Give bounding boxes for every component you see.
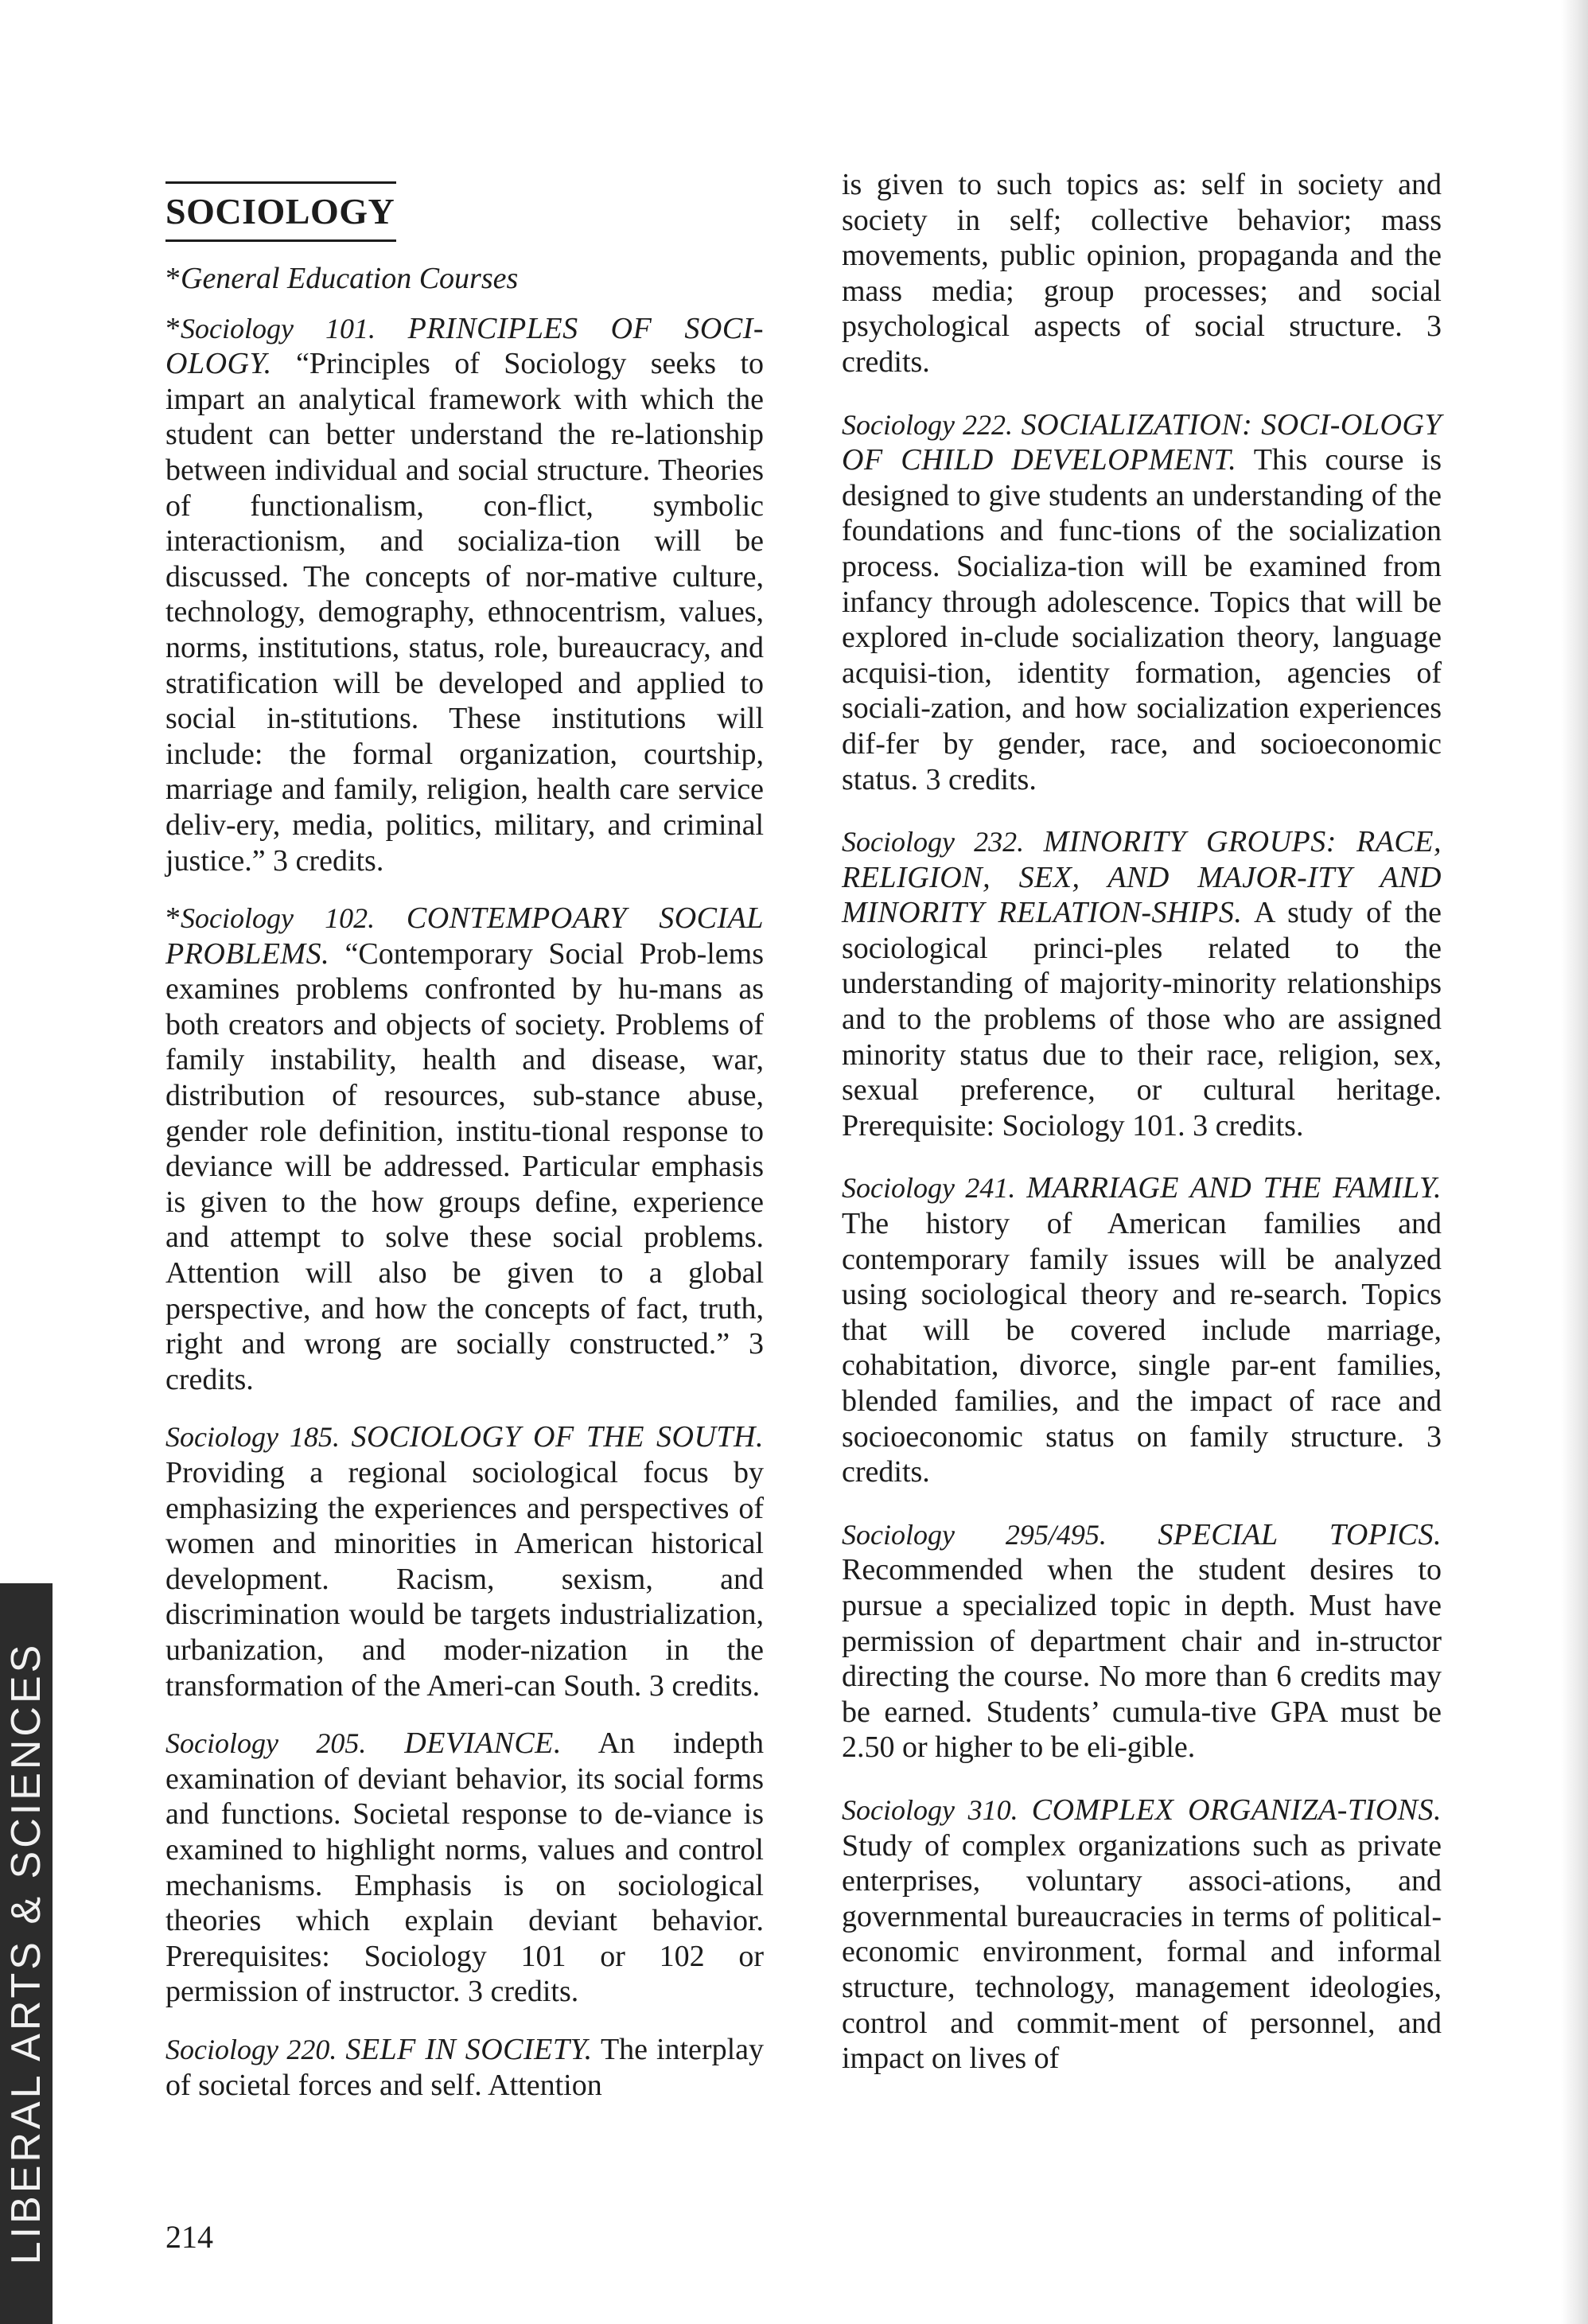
page-edge-shadow — [1561, 0, 1588, 2324]
course-number: Sociology 310. — [842, 1793, 1018, 1826]
title-top-rule — [165, 181, 396, 184]
asterisk: * — [165, 311, 181, 345]
side-tab-label: LIBERAL ARTS & SCIENCES — [3, 1641, 49, 2265]
course-description: An indepth examination of deviant behavior, its social forms and functions. Societal response to de-viance is examined to highlight norms, values and control mechanisms. Emphasis is on sociological theories which explain deviant behavior. Prerequisites: Sociology 101 or 102 or permission of instructor. 3 credits. — [165, 1726, 764, 2009]
course-number: Sociology 102. — [181, 902, 376, 935]
course-title: COMPLEX ORGANIZA-TIONS. — [1031, 1793, 1442, 1827]
course-number: Sociology 205. — [165, 1727, 367, 1760]
course-number: Sociology 222. — [842, 408, 1014, 441]
section-title: SOCIOLOGY — [165, 191, 395, 232]
course-title: CONTEMPOARY SOCIAL PROBLEMS. — [165, 901, 764, 971]
right-column — [842, 167, 1442, 2104]
course-title: MARRIAGE AND THE FAMILY. — [1026, 1171, 1442, 1205]
course-number: Sociology 220. — [165, 2033, 337, 2065]
course-description: The history of American families and contemporary family issues will be analyzed using sociological theory and re-search. Topics that will be covered include marriage, cohabitation, divorce, single par-ent families, blended families, and the impact of race and socioeconomic status on family structure. 3 credits. — [842, 1207, 1442, 1489]
course-entry-soc-205 — [165, 1726, 764, 2010]
course-entry-soc-101 — [165, 311, 764, 879]
course-description: This course is designed to give students an understanding of the foundations and func-tions of the socialization process. Socializa-tion will be examined from infancy through adolescence. Topics that will be explored in-clude socialization theory, language acquisi-tion, identity formation, agencies of sociali-zation, and how socialization experiences dif-fer by gender, race, and socioeconomic status. 3 credits. — [842, 443, 1442, 796]
course-description: Providing a regional sociological focus by emphasizing the experiences and perspectives of women and minorities in American historical development. Racism, sexism, and discrimination would be targets industrialization, urbanization, and moder-nization in the transformation of the Ameri-can South. 3 credits. — [165, 1456, 764, 1703]
course-title: MINORITY GROUPS: RACE, RELIGION, SEX, AND MAJOR-ITY AND MINORITY RELATION-SHIPS. — [842, 825, 1442, 930]
course-description-continued: is given to such topics as: self in society and society in self; collective behavior; mass movements, public opinion, propaganda and the mass media; group processes; and social psychological aspects of social structure. 3 credits. — [842, 168, 1442, 379]
course-title: SELF IN SOCIETY. — [345, 2032, 593, 2066]
page-number: 214 — [165, 2219, 213, 2255]
course-description: “Principles of Sociology seeks to impart an analytical framework with which the student can better understand the re-lationship between individual and social structure. Theories of functionalism, con-flict, symbolic interactionism, and socializa-tion will be discussed. The concepts of nor-mative culture, technology, demography, ethnocentrism, values, norms, institutions, status, role, bureaucracy, and stratification will be developed and applied to social in-stitutions. These institutions will include: the formal organization, courtship, marriage and family, religion, health care service deliv-ery, media, politics, military, and criminal justice.” 3 credits. — [165, 347, 765, 878]
course-number: Sociology 185. — [165, 1421, 340, 1454]
course-entry-soc-241 — [842, 1170, 1442, 1489]
course-description: A study of the sociological princi-ples related to the understanding of majority-minority relationships and to the problems of those who are assigned minority status due to their race, religion, sex, sexual preference, or cultural heritage. Prerequisite: Sociology 101. 3 credits. — [842, 896, 1442, 1143]
course-number: Sociology 295/495. — [842, 1518, 1107, 1551]
title-bottom-rule — [165, 239, 396, 242]
course-number: Sociology 101. — [181, 312, 376, 345]
general-education-subheading — [165, 261, 764, 297]
course-entry-soc-222 — [842, 407, 1442, 798]
course-description: Recommended when the student desires to pursue a specialized topic in depth. Must have permission of department chair and in-structor directing the course. No more than 6 credits may be earned. Students’ cumula-tive GPA must be 2.50 or higher to be eli-gible. — [842, 1553, 1442, 1765]
course-title: SPECIAL TOPICS. — [1158, 1517, 1442, 1551]
course-description: Study of complex organizations such as private enterprises, voluntary associ-ations, and governmental bureaucracies in terms of political-economic environment, formal and informal structure, technology, management ideologies, control and commit-ment of personnel, and impact on lives of — [842, 1828, 1442, 2076]
course-entry-soc-102 — [165, 901, 764, 1397]
course-title: DEVIANCE. — [404, 1726, 562, 1761]
course-title: SOCIALIZATION: SOCI-OLOGY OF CHILD DEVELOPMENT. — [842, 407, 1442, 477]
course-entry-soc-220-continued — [842, 167, 1442, 380]
asterisk: * — [165, 901, 181, 936]
subheading-text: General Education Courses — [181, 262, 519, 295]
course-title: PRINCIPLES OF SOCI-OLOGY. — [165, 311, 765, 381]
course-entry-soc-232 — [842, 824, 1442, 1143]
course-description: “Contemporary Social Prob-lems examines problems confronted by hu-mans as both creators and objects of society. Problems of family instability, health and disease, war, distribution of resources, sub-stance abuse, gender role definition, institu-tional response to deviance will be addressed. Particular emphasis is given to the how groups define, experience and attempt to solve these social problems. Attention will also be given to a global perspective, and how the concepts of fact, truth, right and wrong are socially constructed.” 3 credits. — [165, 936, 764, 1396]
course-number: Sociology 232. — [842, 826, 1025, 858]
course-entry-soc-295-495 — [842, 1517, 1442, 1765]
course-entry-soc-310 — [842, 1793, 1442, 2077]
course-description: The interplay of societal forces and self. Attention — [165, 2032, 765, 2102]
course-number: Sociology 241. — [842, 1172, 1016, 1205]
left-column — [165, 181, 764, 2125]
course-entry-soc-185 — [165, 1419, 764, 1703]
course-title: SOCIOLOGY OF THE SOUTH. — [351, 1420, 764, 1454]
course-entry-soc-220 — [165, 2032, 764, 2103]
asterisk: * — [165, 262, 181, 295]
